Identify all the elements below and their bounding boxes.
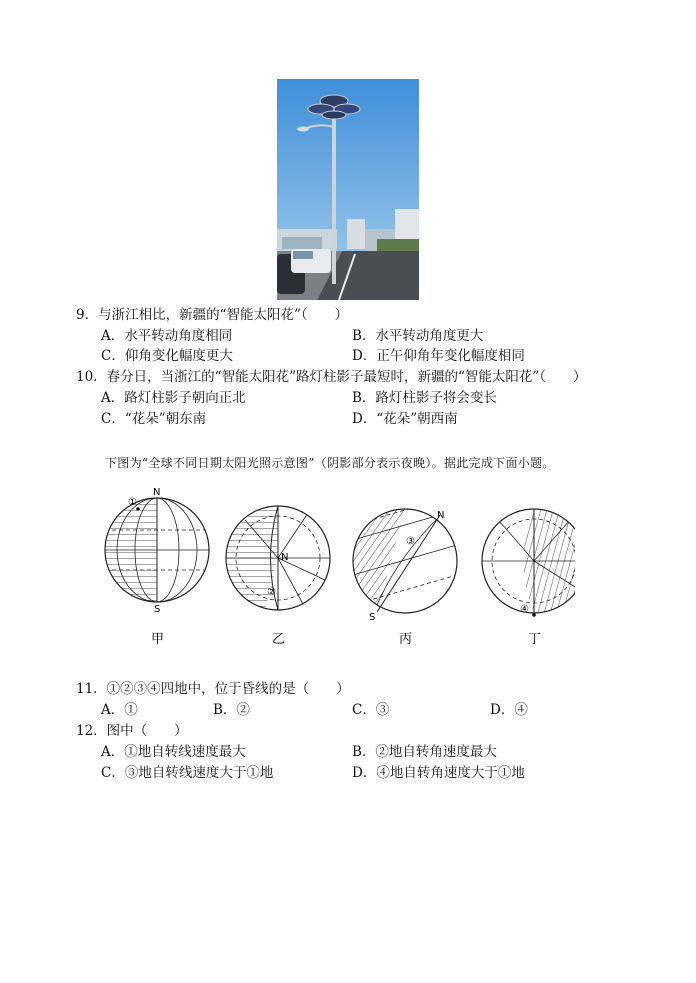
globe-yi — [226, 500, 330, 610]
figure-intro-text: 下图为“全球不同日期太阳光照示意图”（阴影部分表示夜晚）。据此完成下面小题。 — [105, 456, 555, 470]
q9-option-b[interactable]: B．水平转动角度更大 — [352, 328, 484, 344]
q9-option-a[interactable]: A．水平转动角度相同 — [101, 328, 233, 344]
q11-option-d[interactable]: D．④ — [490, 702, 528, 718]
globe-jia — [105, 487, 209, 615]
label-bing: 丙 — [399, 632, 413, 647]
q11-stem: 11．①②③④四地中，位于昏线的是（ ） — [76, 681, 350, 697]
q9-option-c[interactable]: C．仰角变化幅度更大 — [101, 348, 233, 364]
q11-option-b[interactable]: B．② — [213, 702, 250, 718]
point-4-mark: ④ — [520, 604, 529, 615]
label-jia: 甲 — [151, 632, 165, 647]
point-1-mark: ① — [128, 497, 137, 508]
label-yi: 乙 — [272, 632, 286, 647]
q10-option-c[interactable]: C．“花朵”朝东南 — [101, 411, 207, 427]
q10-stem: 10．春分日，当浙江的“智能太阳花”路灯柱影子最短时，新疆的“智能太阳花”（ ） — [76, 369, 587, 385]
point-3-mark: ③ — [406, 536, 415, 547]
q12-option-b[interactable]: B．②地自转角速度最大 — [352, 744, 497, 760]
q12-option-d[interactable]: D．④地自转角速度大于①地 — [352, 765, 525, 781]
jia-north-mark: N — [153, 487, 161, 498]
q10-option-b[interactable]: B．路灯柱影子将会变长 — [352, 390, 497, 406]
bing-north-mark: N — [437, 510, 445, 521]
q9-stem: 9．与浙江相比，新疆的“智能太阳花”（ ） — [76, 307, 349, 323]
q12-option-c[interactable]: C．③地自转线速度大于①地 — [101, 765, 274, 781]
q10-option-a[interactable]: A．路灯柱影子朝向正北 — [101, 390, 246, 406]
yi-north-mark: N — [281, 552, 289, 563]
globe-ding — [482, 509, 575, 617]
q11-option-c[interactable]: C．③ — [352, 702, 390, 718]
q12-option-a[interactable]: A．①地自转线速度最大 — [101, 744, 246, 760]
point-2-mark: ② — [267, 587, 276, 598]
label-ding: 丁 — [528, 632, 542, 647]
q12-stem: 12．图中（ ） — [76, 723, 188, 739]
solar-flower-lamp-photo — [277, 79, 419, 300]
q9-option-d[interactable]: D．正午仰角年变化幅度相同 — [352, 348, 525, 364]
bing-south-mark: S — [369, 612, 376, 623]
jia-south-mark: S — [154, 604, 161, 615]
illumination-globes-figure — [95, 480, 575, 650]
q10-option-d[interactable]: D．“花朵”朝西南 — [352, 411, 458, 427]
globe-bing — [353, 495, 457, 623]
q11-option-a[interactable]: A．① — [101, 702, 138, 718]
